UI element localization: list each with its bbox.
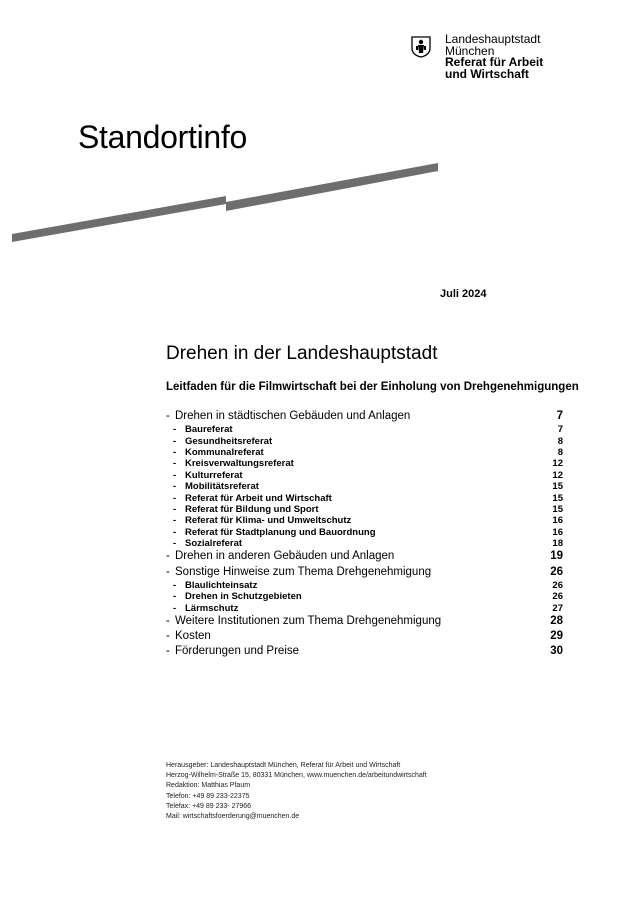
toc-bullet: -: [173, 481, 177, 493]
toc-entry-label: Referat für Bildung und Sport: [185, 503, 319, 515]
toc-bullet: -: [173, 526, 177, 538]
organisation-block: [445, 34, 543, 80]
toc-entry[interactable]: [166, 591, 563, 602]
toc-entry[interactable]: [166, 603, 563, 614]
doc-heading: Drehen in der Landeshauptstadt: [166, 343, 438, 364]
munich-coat-of-arms-icon: [411, 36, 431, 63]
toc-entry-label: Gesundheitsreferat: [185, 435, 273, 447]
toc-entry-label: Sozialreferat: [185, 538, 243, 550]
toc-entry-page: 19: [550, 550, 563, 563]
toc-entry[interactable]: [166, 424, 563, 435]
toc-bullet: -: [173, 602, 177, 614]
toc-entry-label: Referat für Stadtplanung und Bauordnung: [185, 526, 376, 538]
toc-entry-page: 29: [550, 630, 563, 643]
doc-subheading: Leitfaden für die Filmwirtschaft bei der Einholung von Drehgenehmigungen: [166, 381, 579, 393]
toc-entry[interactable]: [166, 565, 563, 580]
toc-entry-page: 26: [552, 591, 563, 603]
toc-entry-label: Kulturreferat: [185, 469, 243, 481]
doc-title: Standortinfo: [78, 119, 247, 155]
toc-entry-page: 30: [550, 645, 563, 658]
impressum-address: Herzog-Wilhelm-Straße 15, 80331 München, www.muenchen.de/arbeitundwirtschaft: [166, 772, 427, 780]
toc-entry-page: 15: [552, 481, 563, 493]
toc-entry-label: Kosten: [175, 630, 211, 643]
impressum-editor: Redaktion: Matthias Pfaum: [166, 782, 251, 790]
toc-entry-page: 26: [550, 565, 563, 578]
impressum: [166, 761, 427, 822]
decorative-band: [0, 150, 643, 250]
toc-entry-label: Referat für Arbeit und Wirtschaft: [185, 492, 332, 504]
toc-entry[interactable]: [166, 458, 563, 469]
dept-line-1: Referat für Arbeit: [445, 55, 544, 69]
toc-entry-label: Drehen in städtischen Gebäuden und Anlagen: [175, 410, 411, 422]
toc-entry-label: Kreisverwaltungsreferat: [185, 458, 294, 470]
toc-entry[interactable]: [166, 409, 563, 424]
toc-bullet: -: [166, 550, 170, 563]
impressum-publisher: Herausgeber: Landeshauptstadt München, Referat für Arbeit und Wirtschaft: [166, 762, 401, 769]
toc-entry-label: Referat für Klima- und Umweltschutz: [185, 515, 352, 527]
toc-entry-page: 16: [552, 526, 563, 538]
doc-date: Juli 2024: [440, 288, 487, 300]
toc-entry-label: Baureferat: [185, 424, 233, 436]
toc-bullet: -: [166, 630, 170, 643]
toc-entry-page: 12: [552, 458, 563, 470]
toc-entry[interactable]: [166, 436, 563, 447]
toc-bullet: -: [173, 469, 177, 481]
toc-entry-page: 16: [552, 515, 563, 527]
toc-entry[interactable]: [166, 614, 563, 629]
toc-bullet: -: [173, 591, 177, 603]
toc-entry[interactable]: [166, 447, 563, 458]
toc-entry-label: Drehen in anderen Gebäuden und Anlagen: [175, 550, 395, 563]
toc-entry[interactable]: [166, 527, 563, 538]
toc-bullet: -: [173, 538, 177, 550]
toc-entry[interactable]: [166, 644, 563, 659]
toc-entry[interactable]: [166, 504, 563, 515]
toc-bullet: -: [166, 615, 170, 628]
dept-line-2: und Wirtschaft: [445, 66, 529, 81]
toc-bullet: -: [166, 565, 170, 578]
toc-bullet: -: [173, 515, 177, 527]
toc-entry[interactable]: [166, 549, 563, 564]
toc-entry-page: 8: [557, 435, 563, 447]
toc-entry-page: 26: [552, 579, 563, 591]
toc-entry[interactable]: [166, 481, 563, 492]
toc-entry[interactable]: [166, 538, 563, 549]
toc-entry-page: 27: [552, 602, 563, 614]
toc-entry[interactable]: [166, 470, 563, 481]
toc-entry[interactable]: [166, 515, 563, 526]
toc-entry-page: 18: [552, 538, 563, 550]
toc-bullet: -: [173, 492, 177, 504]
toc-entry-page: 12: [552, 469, 563, 481]
toc-bullet: -: [173, 446, 177, 458]
toc-entry-page: 7: [556, 410, 563, 422]
toc-entry[interactable]: [166, 629, 563, 644]
toc-entry-label: Sonstige Hinweise zum Thema Drehgenehmigung: [175, 565, 432, 578]
toc-bullet: -: [173, 458, 177, 470]
impressum-mail: Mail: wirtschaftsfoerderung@muenchen.de: [166, 813, 300, 821]
toc-entry-page: 15: [552, 492, 563, 504]
table-of-contents: [166, 409, 563, 660]
toc-bullet: -: [173, 435, 177, 447]
toc-entry-page: 7: [557, 424, 563, 436]
toc-bullet: -: [173, 424, 177, 436]
toc-entry-label: Kommunalreferat: [185, 446, 264, 458]
toc-entry[interactable]: [166, 493, 563, 504]
toc-entry-label: Mobilitätsreferat: [185, 481, 259, 493]
toc-entry-label: Weitere Institutionen zum Thema Drehgenehmigung: [175, 615, 442, 628]
toc-entry-label: Drehen in Schutzgebieten: [185, 591, 302, 603]
impressum-phone: Telefon: +49 89 233-22375: [166, 792, 250, 800]
toc-entry-label: Blaulichteinsatz: [185, 579, 258, 591]
toc-bullet: -: [173, 579, 177, 591]
toc-bullet: -: [166, 410, 170, 422]
toc-entry-page: 28: [550, 615, 563, 628]
impressum-fax: Telefax: +49 89 233- 27966: [166, 802, 252, 810]
org-line-2: München: [445, 43, 495, 58]
toc-bullet: -: [166, 645, 170, 658]
toc-entry-label: Lärmschutz: [185, 602, 239, 614]
toc-entry-page: 8: [557, 446, 563, 458]
toc-entry[interactable]: [166, 580, 563, 591]
org-line-1: Landeshauptstadt: [445, 32, 541, 46]
toc-bullet: -: [173, 503, 177, 515]
toc-entry-label: Förderungen und Preise: [175, 645, 300, 658]
toc-entry-page: 15: [552, 503, 563, 515]
